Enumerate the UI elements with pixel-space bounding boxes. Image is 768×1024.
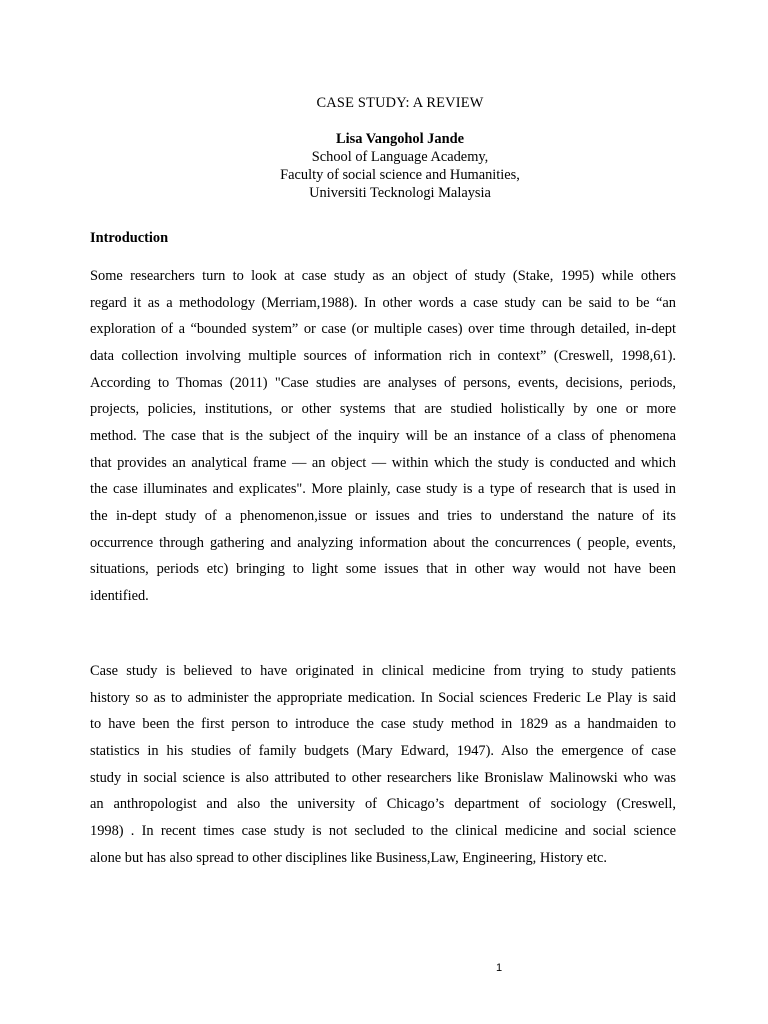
- section-heading-introduction: Introduction: [90, 230, 169, 246]
- paragraph-introduction-2: [90, 658, 676, 871]
- paragraph-line: situations, periods etc) bringing to light some issues that in other way would not have been: [90, 561, 676, 578]
- document-header: [90, 94, 710, 202]
- paragraph-line: method. The case that is the subject of the inquiry will be an instance of a class of phenomena: [90, 427, 676, 444]
- paragraph-line: the case illuminates and explicates". More plainly, case study is a type of research that is used in: [90, 481, 676, 498]
- paragraph-line: statistics in his studies of family budgets (Mary Edward, 1947). Also the emergence of case: [90, 742, 676, 759]
- paragraph-line: 1998) . In recent times case study is not secluded to the clinical medicine and social science: [90, 822, 676, 839]
- paragraph-line: According to Thomas (2011) "Case studies are analyses of persons, events, decisions, periods,: [90, 374, 676, 391]
- paragraph-line: Some researchers turn to look at case study as an object of study (Stake, 1995) while others: [90, 268, 676, 284]
- page-number: 1: [496, 962, 503, 974]
- paragraph-line: Case study is believed to have originated in clinical medicine from trying to study patients: [90, 663, 676, 679]
- paragraph-line: that provides an analytical frame — an object — within which the study is conducted and which: [90, 454, 676, 471]
- author-name: Lisa Vangohol Jande: [336, 131, 464, 147]
- affiliation-university: Universiti Tecknologi Malaysia: [309, 185, 491, 201]
- paragraph-line: the in-dept study of a phenomenon,issue or issues and tries to understand the nature of its: [90, 507, 676, 524]
- paragraph-line: history so as to administer the appropriate medication. In Social sciences Frederic Le Play is said: [90, 689, 676, 706]
- paragraph-line: data collection involving multiple sources of information rich in context” (Creswell, 1998,61).: [90, 347, 676, 364]
- paragraph-line: study in social science is also attributed to other researchers like Bronislaw Malinowski who was: [90, 769, 676, 786]
- paragraph-line: projects, policies, institutions, or other systems that are studied holistically by one or more: [90, 401, 676, 418]
- paragraph-line: regard it as a methodology (Merriam,1988). In other words a case study can be said to be “an: [90, 294, 676, 311]
- document-title: CASE STUDY: A REVIEW: [316, 95, 484, 111]
- paragraph-line: identified.: [90, 587, 149, 604]
- paragraph-line: occurrence through gathering and analyzing information about the concurrences ( people, events,: [90, 534, 676, 551]
- paragraph-line: to have been the first person to introduce the case study method in 1829 as a handmaiden to: [90, 716, 676, 733]
- paragraph-line: alone but has also spread to other disciplines like Business,Law, Engineering, History etc.: [90, 849, 608, 866]
- paragraph-line: exploration of a “bounded system” or case (or multiple cases) over time through detailed, in-dept: [90, 321, 676, 338]
- paragraph-line: an anthropologist and also the university of Chicago’s department of sociology (Creswell,: [90, 796, 676, 813]
- paragraph-introduction-1: [90, 263, 676, 610]
- affiliation-faculty: Faculty of social science and Humanities,: [280, 167, 520, 183]
- affiliation-school: School of Language Academy,: [311, 149, 489, 165]
